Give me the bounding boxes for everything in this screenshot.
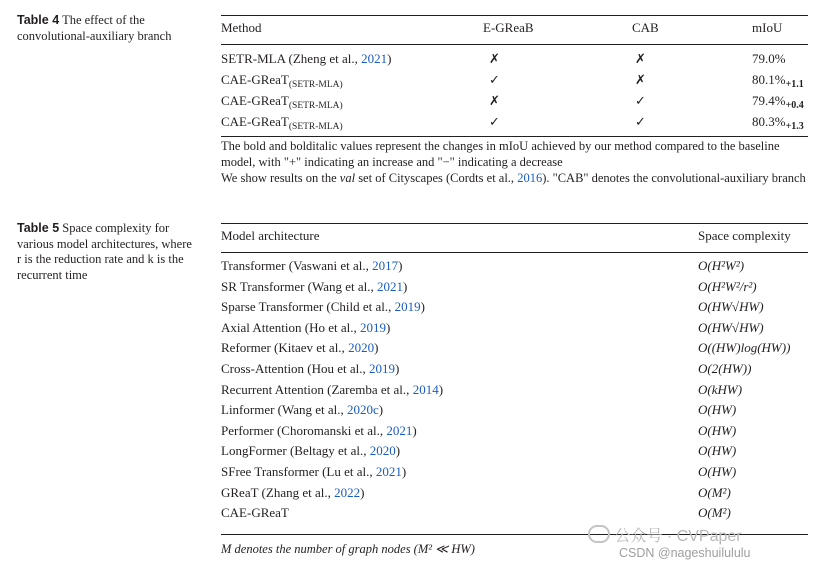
model-name: Linformer (Wang et al., [221, 402, 348, 418]
space-complexity: O(H²W²) [698, 258, 745, 273]
miou-delta: +1.3 [785, 121, 804, 132]
table4-caption [17, 13, 197, 44]
model-name: CAE-GReaT [221, 505, 289, 521]
table-row [221, 382, 443, 398]
model-name: Sparse Transformer (Child et al., [221, 299, 395, 315]
citation-link[interactable]: 2021 [377, 278, 404, 294]
table4-top-rule [221, 15, 808, 16]
cab-mark: ✓ [635, 114, 646, 129]
space-complexity: O(HW√HW) [698, 299, 764, 315]
table-row [221, 114, 343, 135]
paren: ) [395, 443, 401, 459]
paren: ) [403, 278, 408, 294]
citation-link[interactable]: 2021 [361, 51, 388, 66]
paren: ) [438, 381, 444, 397]
model-name: GReaT (Zhang et al., [221, 484, 335, 500]
table4-header-egreab: E-GReaB [483, 20, 534, 35]
table-row [221, 340, 378, 356]
method-subscript: (SETR-MLA) [288, 101, 343, 111]
citation-link[interactable]: 2020 [348, 340, 375, 356]
table4-header-method: Method [221, 20, 262, 35]
miou-delta: +0.4 [785, 100, 804, 111]
table4-header-cab: CAB [632, 20, 659, 35]
table5 [221, 220, 808, 565]
paren: ) [360, 484, 365, 500]
citation-link[interactable]: 2019 [360, 319, 387, 335]
citation-link[interactable]: 2019 [369, 361, 396, 376]
table4-label: Table 4 [17, 13, 60, 27]
table-row [221, 402, 383, 418]
citation-link[interactable]: 2020 [369, 443, 396, 459]
table-row [221, 93, 343, 114]
paren: ) [374, 340, 379, 356]
space-complexity: O((HW)log(HW)) [698, 340, 791, 356]
model-name: LongFormer (Beltagy et al., [221, 443, 370, 459]
table4-header-miou: mIoU [752, 20, 783, 35]
table4-footnote-2 [221, 170, 808, 186]
table5-top-rule [221, 223, 808, 224]
miou-delta: +1.1 [785, 79, 804, 90]
space-complexity: O(HW) [698, 443, 737, 459]
table-row [221, 72, 343, 93]
table-row [221, 361, 399, 377]
miou-value [752, 72, 804, 93]
model-name: Axial Attention (Ho et al., [221, 319, 361, 335]
model-name: Reformer (Kitaev et al., [221, 340, 349, 356]
egreab-mark: ✗ [489, 51, 500, 66]
miou-number: 80.1% [752, 72, 786, 87]
space-complexity: O(kHW) [698, 381, 743, 397]
table-row [221, 258, 403, 274]
space-complexity: O(M²) [698, 484, 731, 500]
paren: ) [398, 258, 403, 273]
citation-link[interactable]: 2022 [334, 484, 361, 500]
wechat-text: 公众号 · CVPaper [614, 528, 742, 545]
footnote-text: ). "CAB" denotes the convolutional-auxiliary branch [542, 171, 806, 185]
table4-bottom-rule [221, 136, 808, 137]
paren: ) [420, 299, 426, 315]
model-name: SFree Transformer (Lu et al., [221, 464, 376, 479]
citation-link[interactable]: 2016 [517, 171, 543, 185]
method-name: CAE-GReaT [221, 93, 289, 108]
space-complexity: O(H²W²/r²) [698, 278, 757, 294]
table-row [221, 299, 425, 315]
table5-header-rule [221, 252, 808, 253]
space-complexity: O(HW) [698, 422, 737, 438]
table5-caption-text: Space complexity for various model architectures, where r is the reduction rate and k is the recurrent time [17, 221, 192, 282]
table5-caption [17, 221, 199, 283]
method-subscript: (SETR-MLA) [288, 80, 343, 90]
paren: ) [412, 422, 417, 438]
model-name: Transformer (Vaswani et al., [221, 258, 373, 273]
method-name: SETR-MLA (Zheng et al., [221, 51, 362, 66]
model-name: Performer (Choromanski et al., [221, 422, 387, 438]
miou-number: 80.3% [752, 114, 786, 129]
table5-header-model: Model architecture [221, 228, 320, 243]
space-complexity: O(HW) [698, 464, 737, 479]
wechat-watermark [588, 523, 742, 546]
space-complexity: O(M²) [698, 505, 731, 521]
model-name: Cross-Attention (Hou et al., [221, 361, 370, 376]
cab-mark: ✗ [635, 72, 646, 87]
table-row [221, 51, 391, 67]
table-row [221, 320, 390, 336]
method-name: CAE-GReaT [221, 114, 289, 129]
miou-value [752, 93, 804, 114]
table-row [221, 443, 400, 459]
cab-mark: ✗ [635, 51, 646, 66]
citation-link[interactable]: 2019 [394, 299, 421, 315]
footnote-text: set of Cityscapes (Cordts et al., [355, 171, 518, 185]
space-complexity: O(2(HW)) [698, 361, 752, 376]
space-complexity: O(HW) [698, 402, 737, 418]
citation-link[interactable]: 2021 [375, 464, 402, 479]
space-complexity: O(HW√HW) [698, 319, 764, 335]
table5-footnote: M denotes the number of graph nodes (M² ≪ HW) [221, 542, 475, 556]
miou-number: 79.4% [752, 93, 786, 108]
table5-label: Table 5 [17, 221, 60, 235]
citation-link[interactable]: 2021 [386, 422, 413, 438]
paren: ) [378, 402, 384, 418]
egreab-mark: ✓ [489, 72, 500, 87]
table-row [221, 505, 289, 521]
paren: ) [395, 361, 400, 376]
paren: ) [386, 319, 391, 335]
citation-link[interactable]: 2014 [412, 381, 439, 397]
method-name: CAE-GReaT [221, 72, 289, 87]
citation-link[interactable]: 2017 [372, 258, 399, 273]
table4 [221, 12, 808, 212]
table5-header-complexity: Space complexity [698, 228, 791, 243]
model-name: SR Transformer (Wang et al., [221, 278, 378, 294]
footnote-val: val [339, 171, 356, 185]
footnote-text: We show results on the [221, 171, 340, 185]
model-name: Recurrent Attention (Zaremba et al., [221, 381, 413, 397]
table4-caption-text: The effect of the convolutional-auxiliary branch [17, 13, 172, 43]
miou-value [752, 51, 786, 67]
table-row [221, 485, 364, 501]
table-row [221, 279, 407, 295]
csdn-watermark: CSDN @nageshuilululu [619, 546, 751, 560]
paren: ) [401, 464, 407, 479]
citation-link[interactable]: 2020c [347, 402, 379, 418]
miou-number: 79.0% [752, 51, 786, 66]
miou-value [752, 114, 804, 135]
cab-mark: ✓ [635, 93, 646, 108]
table4-header-rule [221, 44, 808, 45]
egreab-mark: ✓ [489, 114, 500, 129]
method-tail: ) [387, 51, 392, 66]
wechat-icon [588, 525, 610, 543]
egreab-mark: ✗ [489, 93, 500, 108]
table-row [221, 464, 406, 480]
method-subscript: (SETR-MLA) [288, 122, 343, 132]
table4-footnote-1: The bold and bolditalic values represent the changes in mIoU achieved by our method compared to the baseline model, with "+" indicating an increase and "−" indicating a decrease [221, 139, 780, 169]
table-row [221, 423, 417, 439]
